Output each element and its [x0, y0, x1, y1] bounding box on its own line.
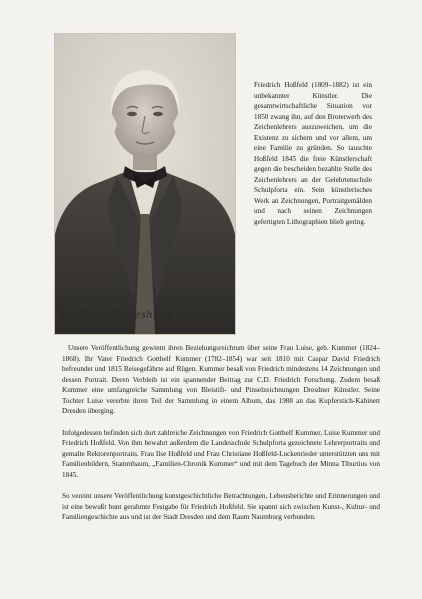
body-text — [62, 343, 380, 534]
paragraph-3: So vereint unsere Veröffentlichung kunstgeschichtliche Betrachtungen, Lebensberichte und Erinnerungen und ist eine bewußt bunt gerahmte Festgabe für Friedrich Hoßfeld. Sie spannt sich zwischen Kunst-, Kultur- und Familiengeschichte aus und ist der Stadt Dresden und dem Raum Naumburg verbunden. — [62, 492, 380, 521]
portrait-photo — [54, 33, 236, 335]
paragraph-1: Unsere Veröffentlichung gewinnt ihren Beziehungsreichtum über seine Frau Luise, geb. Kummer (1824–1868). Ihr Vater Friedrich Gotthelf Kummer (1782–1854) war seit 1810 mit Caspar David Friedrich befreundet und 1815 Reisegefährte auf Rügen. Kummer besaß von Friedrich mindestens 14 Zeichnungen und dessen Portrait. Deren Verbleib ist ein spannender Beitrag zur C.D. Friedrich Forschung. Zudem besaß Kummer eine umfangreiche Sammlung von Bleistift- und Pinselzeichnungen Dresdner Künstler. Seine Tochter Luise vererbte ihren Teil der Sammlung in einem Album, das 1988 an das Kupferstich-Kabinett Dresden überging. — [62, 344, 380, 415]
paragraph-2: Infolgedessen befinden sich dort zahlreiche Zeichnungen von Friedrich Gotthelf Kummer, Luise Kummer und Friedrich Hoßfeld. Von ihm bewahrt außerdem die Landesschule Schulpforta gezeichnete Lehrerportraits und gemalte Rektorenportraits. Frau Ilse Hoßfeld und Frau Christiane Hoßfeld-Luckenrieder unterstützten uns mit Familienbildern, Stammbaum, „Familien-Chronik Kummer“ und mit dem Tagebuch der Minna Tiburtius von 1845. — [62, 428, 380, 479]
portrait-image — [55, 34, 235, 334]
portrait-caption: Friedrich Hoßfeld (1809–1882) ist ein unbekannter Künstler. Die gesamtwirtschaftliche Situation vor 1850 zwang ihn, auf den Broterwerb des Zeichenlehrers auszuweichen, um die Existenz zu sichern und vor allem, um eine Familie zu gründen. So tauschte Hoßfeld 1845 die freie Künstlerschaft gegen die bescheiden bezahlte Stelle des Zeichenlehrers an der Gelehrtenschule Schulpforta ein. Sein künstlerisches Werk an Zeichnungen, Portraitgemälden und nach seinen Zeichnungen gefertigten Lithographien blieb gering. — [254, 81, 372, 226]
portrait-signature: Hoßfeld, Rüdesheim — [61, 310, 174, 321]
